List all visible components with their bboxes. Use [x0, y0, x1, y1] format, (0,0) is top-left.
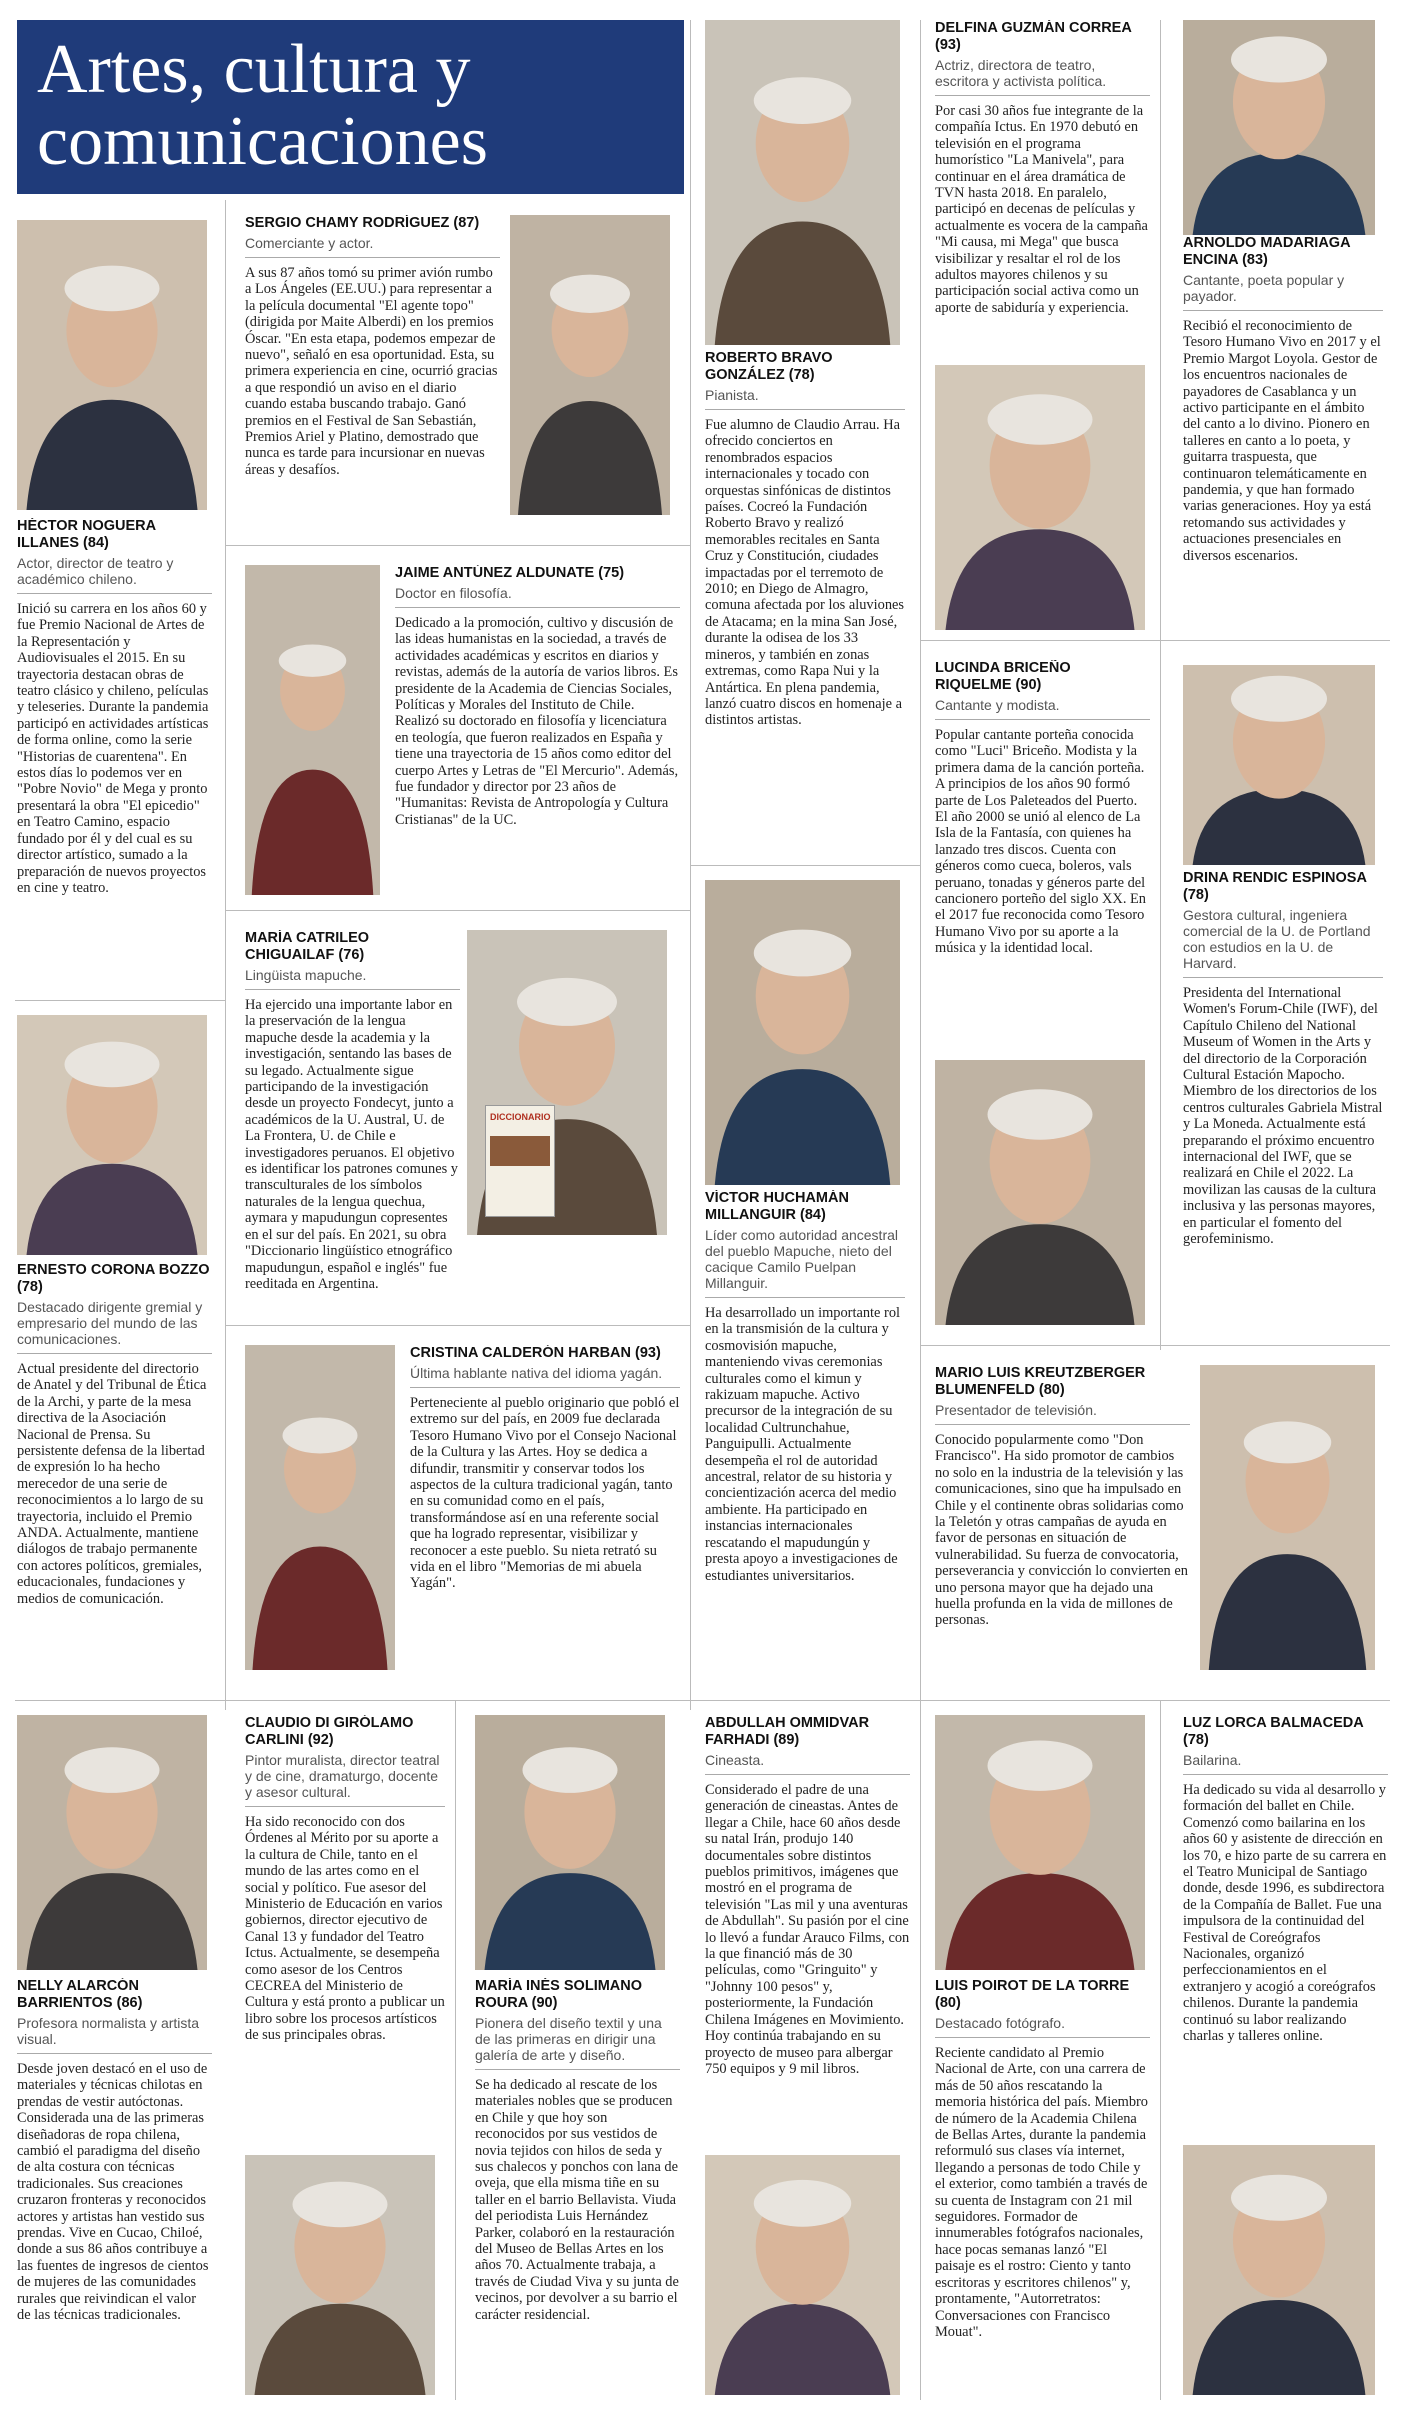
- person-role: Líder como autoridad ancestral del pueblo Mapuche, nieto del cacique Camilo Puelpan Millanguir.: [705, 1227, 905, 1298]
- profile-maria-ines-solimano: [475, 1978, 680, 2410]
- person-role: Última hablante nativa del idioma yagán.: [410, 1365, 680, 1388]
- divider: [455, 1700, 456, 2400]
- person-role: Pianista.: [705, 387, 905, 410]
- photo-hair: [988, 1089, 1093, 1139]
- photo-hair: [754, 930, 852, 977]
- person-bio: Fue alumno de Claudio Arrau. Ha ofrecido conciertos en renombrados espacios internacionales y tocado con orquestas sinfónicas de distintos países. Cocreó la Fundación Roberto Bravo y realizó memorables recitales en Santa Cruz y Constitución, ciudades impactadas por el terremoto de 2010; en Diego de Almagro, comuna afectada por los aluviones de Atacama; en la mina San José, durante la odisea de los 33 mineros, y también en zonas extremas, como Rapa Nui y la Antártica. En plena pandemia, lanzó cuatro discos en homenaje a distintos artistas.: [705, 417, 904, 729]
- person-role: Gestora cultural, ingeniera comercial de la U. de Portland con estudios en la U. de Harvard.: [1183, 907, 1383, 978]
- divider: [920, 640, 1390, 641]
- person-bio: Inició su carrera en los años 60 y fue Premio Nacional de Artes de la Representación y Audiovisuales el 2015. En su trayectoria destacan obras de teatro clásico y chileno, películas y teleseries. Durante la pandemia participó en actividades artísticas de forma online, como la serie "Historias de cuarentena". En estos días lo podemos ver en "Pobre Novio" de Mega y pronto presentará la obra "El epicedio" en Teatro Camino, espacio fundado por él y del cual es su director artístico, sumado a la preparación de nuevos proyectos en cine y teatro.: [17, 601, 209, 896]
- portrait-sergio-chamy: [510, 215, 670, 515]
- portrait-cristina-calderon: [245, 1345, 395, 1670]
- profile-ernesto-corona: [17, 1262, 212, 1695]
- person-name: VÍCTOR HUCHAMÁN MILLANGUIR (84): [705, 1190, 849, 1223]
- dictionary-title: DICCIONARIO: [490, 1112, 551, 1122]
- profile-sergio-chamy: [245, 215, 500, 540]
- person-name: MARÍA INÉS SOLIMANO ROURA (90): [475, 1978, 643, 2011]
- photo-hair: [65, 1747, 160, 1793]
- person-bio: Desde joven destacó en el uso de materiales y técnicas chilotas en prendas de vestir autóctonas. Considerada una de las primeras diseñadoras de ropa chilena, cambió el paradigma del diseño de alta costura con técnicas tradicionales. Sus creaciones cruzaron fronteras y reconocidos actores y artistas han vestido sus prendas. Vive en Cucao, Chiloé, donde a sus 86 años contribuye a las fuentes de ingresos de cientos de mujeres de las comunidades rurales que reivindican el valor de las técnicas tradicionales.: [17, 2061, 209, 2324]
- profile-luis-poirot: [935, 1978, 1150, 2410]
- portrait-drawing: [1183, 665, 1375, 865]
- profile-claudio-di-girolamo: [245, 1715, 445, 2150]
- person-bio: Conocido popularmente como "Don Francisco". Ha sido promotor de cambios no solo en la industria de la televisión y las comunicaciones, sino que ha impulsado en Chile y el continente obras solidarias como la Teletón y otras campañas de ayuda en favor de personas en situación de vulnerabilidad. Su fuerza de convocatoria, perseverancia y convicción lo convierten en uno persona mayor que ha dejado una huella profunda en la vida de millones de personas.: [935, 1432, 1188, 1629]
- portrait-drawing: [17, 1015, 207, 1255]
- photo-hair: [1231, 36, 1327, 82]
- title-line-1: Artes, cultura y: [37, 31, 471, 108]
- portrait-drawing: [935, 1060, 1145, 1325]
- profile-jaime-antunez: [395, 565, 680, 905]
- portrait-roberto-bravo: [705, 20, 900, 345]
- person-bio: Perteneciente al pueblo originario que pobló el extremo sur del país, en 2009 fue declarada Tesoro Humano Vivo por el Consejo Nacional de la Cultura y las Artes. Hoy se dedica a difundir, transmitir y conservar todos los aspectos de la cultura tradicional yagán, tanto en su comunidad como en el país, transformándose así en una referente social que ha logrado representar, visibilizar y reconocer a este pueblo. Su nieta retrató su vida en el libro "Memorias de mi abuela Yagán".: [410, 1395, 680, 1592]
- person-name: LUCINDA BRICEÑO RIQUELME (90): [935, 660, 1071, 693]
- portrait-drawing: [17, 1715, 207, 1970]
- person-role: Cineasta.: [705, 1752, 910, 1775]
- portrait-maria-ines-solimano: [475, 1715, 665, 1970]
- divider: [15, 1000, 225, 1001]
- person-name: DRINA RENDIC ESPINOSA (78): [1183, 870, 1367, 903]
- photo-hair: [754, 77, 852, 124]
- profile-victor-huchaman: [705, 1190, 905, 1695]
- portrait-ernesto-corona: [17, 1015, 207, 1255]
- profile-roberto-bravo: [705, 350, 905, 860]
- divider: [920, 20, 921, 2400]
- person-role: Cantante y modista.: [935, 697, 1150, 720]
- divider: [225, 200, 226, 1710]
- person-name: ERNESTO CORONA BOZZO (78): [17, 1262, 210, 1295]
- person-bio: Ha sido reconocido con dos Órdenes al Mérito por su aporte a la cultura de Chile, tanto en el mundo de las artes como en el social y político. Fue asesor del Ministerio de Educación en varios gobiernos, director ejecutivo de Canal 13 y fundador del Teatro Ictus. Actualmente, se desempeña como asesor de los Centros CECREA del Ministerio de Cultura y está pronto a publicar un libro sobre los procesos artísticos de sus principales obras.: [245, 1814, 445, 2044]
- person-bio: Reciente candidato al Premio Nacional de Arte, con una carrera de más de 50 años rescatando la memoria histórica del país. Miembro de número de la Academia Chilena de Bellas Artes, durante la pandemia reformuló sus clases vía internet, llegando a personas de todo Chile y el exterior, como también a través de su cuenta de Instagram con 21 mil seguidores. Formador de innumerables fotógrafos nacionales, hace pocas semanas lanzó "El paisaje es el rostro: Ciento y tanto escritoras y escritores chilenos" y, prontamente, "Autorretratos: Conversaciones con Francisco Mouat".: [935, 2045, 1149, 2340]
- person-role: Profesora normalista y artista visual.: [17, 2015, 212, 2054]
- person-bio: Ha ejercido una importante labor en la preservación de la lengua mapuche desde la academia y la investigación, sentando las bases de su legado. Actualmente sigue participando de la investigación desde un proyecto Fondecyt, junto a académicos de la U. Austral, U. de La Frontera, U. de Chile e investigadores peruanos. El objetivo es identificar los patrones comunes y transculturales de los símbolos naturales de la lengua quechua, aymara y mapudungun copresentes en el sur del país. En 2021, su obra "Diccionario lingüístico etnográfico mapudungun, español e inglés" fue reeditada en Argentina.: [245, 997, 458, 1292]
- profile-maria-catrileo: [245, 930, 460, 1320]
- divider: [920, 1345, 1390, 1346]
- divider: [225, 910, 690, 911]
- profile-cristina-calderon: [410, 1345, 680, 1690]
- photo-hair: [988, 394, 1093, 444]
- photo-hair: [279, 645, 347, 677]
- portrait-hector-noguera: [17, 220, 207, 510]
- title-line-2: comunicaciones: [37, 103, 488, 180]
- portrait-drawing: [705, 880, 900, 1185]
- portrait-drawing: [245, 565, 380, 895]
- photo-hair: [988, 1741, 1093, 1791]
- person-name: CRISTINA CALDERÓN HARBAN (93): [410, 1345, 661, 1361]
- profile-mario-kreutzberger: [935, 1365, 1190, 1695]
- portrait-claudio-di-girolamo: [245, 2155, 435, 2395]
- person-name: ARNOLDO MADARIAGA ENCINA (83): [1183, 235, 1351, 268]
- photo-hair: [65, 1042, 160, 1088]
- photo-hair: [65, 266, 160, 312]
- person-bio: Popular cantante porteña conocida como "Luci" Briceño. Modista y la primera dama de la canción porteña. A principios de los años 90 formó parte de Los Paleteados del Puerto. El año 2000 se unió al elenco de La Isla de la Fantasía, con quienes ha lanzado tres discos. Cuenta con géneros como cueca, boleros, vals peruano, tonadas y géneros parte del cancionero porteño del siglo XX. En el 2017 fue reconocida como Tesoro Humano Vivo por su aporte a la música y la identidad local.: [935, 727, 1147, 957]
- photo-hair: [523, 1747, 618, 1793]
- photo-hair: [1231, 2175, 1327, 2221]
- portrait-arnoldo-madariaga: [1183, 20, 1375, 235]
- portrait-jaime-antunez: [245, 565, 380, 895]
- divider: [1160, 20, 1161, 1350]
- profile-hector-noguera: [17, 518, 212, 998]
- portrait-drina-rendic: [1183, 665, 1375, 865]
- person-bio: Ha desarrollado un importante rol en la transmisión de la cultura y cosmovisión mapuche, manteniendo vivas ceremonias culturales como el kimun y rakizuam mapuche. Activo precursor de la integración de su localidad Cultrunchahue, Panguipulli. Actualmente desempeña el rol de autoridad ancestral, relator de su historia y concientización acerca del medio ambiente. Ha participado en instancias internacionales rescatando el mapudungún y presta apoyo a investigaciones de estudiantes universitarios.: [705, 1305, 901, 1584]
- photo-hair: [550, 275, 630, 313]
- divider: [15, 1700, 1390, 1701]
- section-title: [17, 20, 684, 194]
- person-bio: Se ha dedicado al rescate de los materiales nobles que se producen en Chile y que hoy son reconocidos por sus vestidos de novia tejidos con hilos de seda y sus chalecos y ponchos con lana de oveja, que ella misma tiñe en su taller en el barrio Bellavista. Viuda del periodista Luis Hernández Parker, colaboró en la restauración del Museo de Bellas Artes en los años 70. Actualmente trabaja, a través de Ciudad Viva y su junta de vecinos, por devolver a su barrio el carácter residencial.: [475, 2077, 679, 2323]
- person-name: ABDULLAH OMMIDVAR FARHADI (89): [705, 1715, 870, 1748]
- portrait-lucinda-briceno: [935, 1060, 1145, 1325]
- person-role: Pintor muralista, director teatral y de cine, dramaturgo, docente y asesor cultural.: [245, 1752, 445, 1807]
- photo-hair: [517, 978, 617, 1026]
- photo-hair: [283, 1418, 358, 1454]
- person-name: MARIO LUIS KREUTZBERGER BLUMENFELD (80): [935, 1365, 1146, 1398]
- divider: [690, 865, 920, 866]
- photo-hair: [1244, 1421, 1332, 1463]
- person-role: Cantante, poeta popular y payador.: [1183, 272, 1383, 311]
- person-name: JAIME ANTÚNEZ ALDUNATE (75): [395, 565, 625, 581]
- person-name: NELLY ALARCÓN BARRIENTOS (86): [17, 1978, 143, 2011]
- person-name: SERGIO CHAMY RODRÍGUEZ (87): [245, 215, 480, 231]
- portrait-drawing: [245, 2155, 435, 2395]
- portrait-drawing: [1183, 2145, 1375, 2395]
- portrait-mario-kreutzberger: [1200, 1365, 1375, 1670]
- portrait-luis-poirot: [935, 1715, 1145, 1970]
- photo-hair: [1231, 676, 1327, 722]
- person-name: ROBERTO BRAVO GONZÁLEZ (78): [705, 350, 833, 383]
- portrait-abdullah-ommidvar: [705, 2155, 900, 2395]
- person-name: LUIS POIROT DE LA TORRE (80): [935, 1978, 1130, 2011]
- portrait-drawing: [705, 20, 900, 345]
- portrait-drawing: [705, 2155, 900, 2395]
- portrait-victor-huchaman: [705, 880, 900, 1185]
- profile-delfina-guzman: [935, 20, 1150, 360]
- portrait-drawing: [510, 215, 670, 515]
- profile-arnoldo-madariaga: [1183, 235, 1383, 635]
- profile-nelly-alarcon: [17, 1978, 212, 2410]
- person-name: DELFINA GUZMÁN CORREA (93): [935, 20, 1132, 53]
- person-bio: Por casi 30 años fue integrante de la compañía Ictus. En 1970 debutó en televisión en el programa humorístico "La Manivela", para continuar en el área dramática de TVN hasta 2018. En paralelo, participó en decenas de películas y actualmente es vocera de la campaña "Mi causa, mi Mega" que busca visibilizar y resaltar el rol de los adultos mayores chilenos y su participación social activa como un aporte de sabiduría y experiencia.: [935, 103, 1148, 316]
- person-bio: A sus 87 años tomó su primer avión rumbo a Los Ángeles (EE.UU.) para representar a la película documental "El agente topo" (dirigida por Maite Alberdi) en los premios Óscar. "En esta etapa, podemos empezar de nuevo", señaló en esa oportunidad. Esta, su primera experiencia en cine, ocurrió gracias a que respondió un aviso en el diario cuando estaba buscando trabajo. Ganó premios en el Festival de San Sebastián, Premios Ariel y Platino, demostrado que nunca es tarde para incursionar en nuevas áreas y desafíos.: [245, 265, 498, 478]
- portrait-drawing: [935, 365, 1145, 630]
- person-bio: Ha dedicado su vida al desarrollo y formación del ballet en Chile. Comenzó como bailarina en los años 60 y asistente de dirección en los 70, e hizo parte de su carrera en el Teatro Municipal de Santiago donde, desde 1996, es subdirectora de la Compañía de Ballet. Fue una impulsora de la continuidad del Festival de Coreógrafos Nacionales, organizó perfeccionamientos en el extranjero y acogió a coreógrafos chilenos. Durante la pandemia continuó su labor realizando charlas y talleres online.: [1183, 1782, 1387, 2045]
- portrait-nelly-alarcon: [17, 1715, 207, 1970]
- profile-abdullah-ommidvar: [705, 1715, 910, 2150]
- person-bio: Actual presidente del directorio de Anatel y del Tribunal de Ética de la Archi, y parte de la mesa directiva de la Asociación Nacional de Prensa. Su persistente defensa de la libertad de expresión lo ha hecho merecedor de una serie de reconocimientos a lo largo de su trayectoria, incluido el Premio ANDA. Actualmente, mantiene diálogos de trabajo permanente con actores políticos, gremiales, educacionales, fundaciones y medios de comunicación.: [17, 1361, 207, 1607]
- person-role: Actor, director de teatro y académico chileno.: [17, 555, 212, 594]
- portrait-delfina-guzman: [935, 365, 1145, 630]
- portrait-drawing: [1200, 1365, 1375, 1670]
- photo-hair: [293, 2182, 388, 2228]
- portrait-drawing: [1183, 20, 1375, 235]
- person-role: Pionera del diseño textil y una de las primeras en dirigir una galería de arte y diseño.: [475, 2015, 680, 2070]
- profile-luz-lorca: [1183, 1715, 1388, 2140]
- dictionary-book: [485, 1105, 555, 1217]
- divider: [1160, 1700, 1161, 2400]
- person-role: Destacado fotógrafo.: [935, 2015, 1150, 2038]
- portrait-drawing: [245, 1345, 395, 1670]
- person-role: Presentador de televisión.: [935, 1402, 1190, 1425]
- divider: [225, 1325, 690, 1326]
- profile-lucinda-briceno: [935, 660, 1150, 1055]
- profile-drina-rendic: [1183, 870, 1383, 1335]
- portrait-drawing: [17, 220, 207, 510]
- photo-hair: [754, 2180, 852, 2227]
- person-name: HÉCTOR NOGUERA ILLANES (84): [17, 518, 156, 551]
- divider: [225, 545, 690, 546]
- person-bio: Dedicado a la promoción, cultivo y discusión de las ideas humanistas en la sociedad, a través de actividades académicas y escritos en diarios y revistas, además de la autoría de varios libros. Es presidente de la Academia de Ciencias Sociales, Políticas y Morales del Instituto de Chile. Realizó su doctorado en filosofía y licenciatura en teología, que fueron realizados en España y tiene una trayectoria de 15 años como editor del cuerpo Artes y Letras de "El Mercurio". Además, fue fundador y director por 23 años de "Humanitas: Revista de Antropología y Cultura Cristianas" de la UC.: [395, 615, 679, 828]
- person-name: CLAUDIO DI GIRÓLAMO CARLINI (92): [245, 1715, 414, 1748]
- person-role: Doctor en filosofía.: [395, 585, 680, 608]
- portrait-luz-lorca: [1183, 2145, 1375, 2395]
- person-bio: Considerado el padre de una generación de cineastas. Antes de llegar a Chile, hace 60 años desde su natal Irán, produjo 140 documentales sobre distintos pueblos primitivos, imágenes que mostró en el programa de televisión "Las mil y una aventuras de Abdullah". Su pasión por el cine lo llevó a fundar Arauco Films, con la que financió más de 30 películas, como "Gringuito" y "Johnny 100 pesos" y, posteriormente, la Fundación Chilena Imágenes en Movimiento. Hoy continúa trabajando en su proyecto de museo para albergar 750 equipos y 9 mil libros.: [705, 1782, 910, 2077]
- person-role: Bailarina.: [1183, 1752, 1388, 1775]
- person-role: Lingüista mapuche.: [245, 967, 460, 990]
- person-name: MARÍA CATRILEO CHIGUAILAF (76): [245, 930, 370, 963]
- person-role: Comerciante y actor.: [245, 235, 500, 258]
- portrait-maria-catrileo: [467, 930, 667, 1235]
- portrait-drawing: [935, 1715, 1145, 1970]
- person-role: Destacado dirigente gremial y empresario del mundo de las comunicaciones.: [17, 1299, 212, 1354]
- person-bio: Presidenta del International Women's Forum-Chile (IWF), del Capítulo Chileno del National Museum of Women in the Arts y del directorio de la Corporación Cultural Estación Mapocho. Miembro de los directorios de los centros culturales Gabriela Mistral y La Moneda. Actualmente está preparando el próximo encuentro internacional del IWF, que se realizará en Chile el 2022. La movilizan las causas de la cultura inclusiva y las personas mayores, en particular el fomento del gerofeminismo.: [1183, 985, 1383, 1248]
- person-role: Actriz, directora de teatro, escritora y activista política.: [935, 57, 1150, 96]
- person-name: LUZ LORCA BALMACEDA (78): [1183, 1715, 1364, 1748]
- person-bio: Recibió el reconocimiento de Tesoro Humano Vivo en 2017 y el Premio Margot Loyola. Gestor de los encuentros nacionales de payadores de Casablanca y un activo participante en el ámbito del canto a lo divino. Pionero en talleres en canto a lo poeta, y guitarra traspuesta, que continuaron telemáticamente en pandemia, y que han formado varias generaciones. Hoy ya está retomando sus actividades y actuaciones presenciales en diversos escenarios.: [1183, 318, 1381, 564]
- portrait-drawing: [475, 1715, 665, 1970]
